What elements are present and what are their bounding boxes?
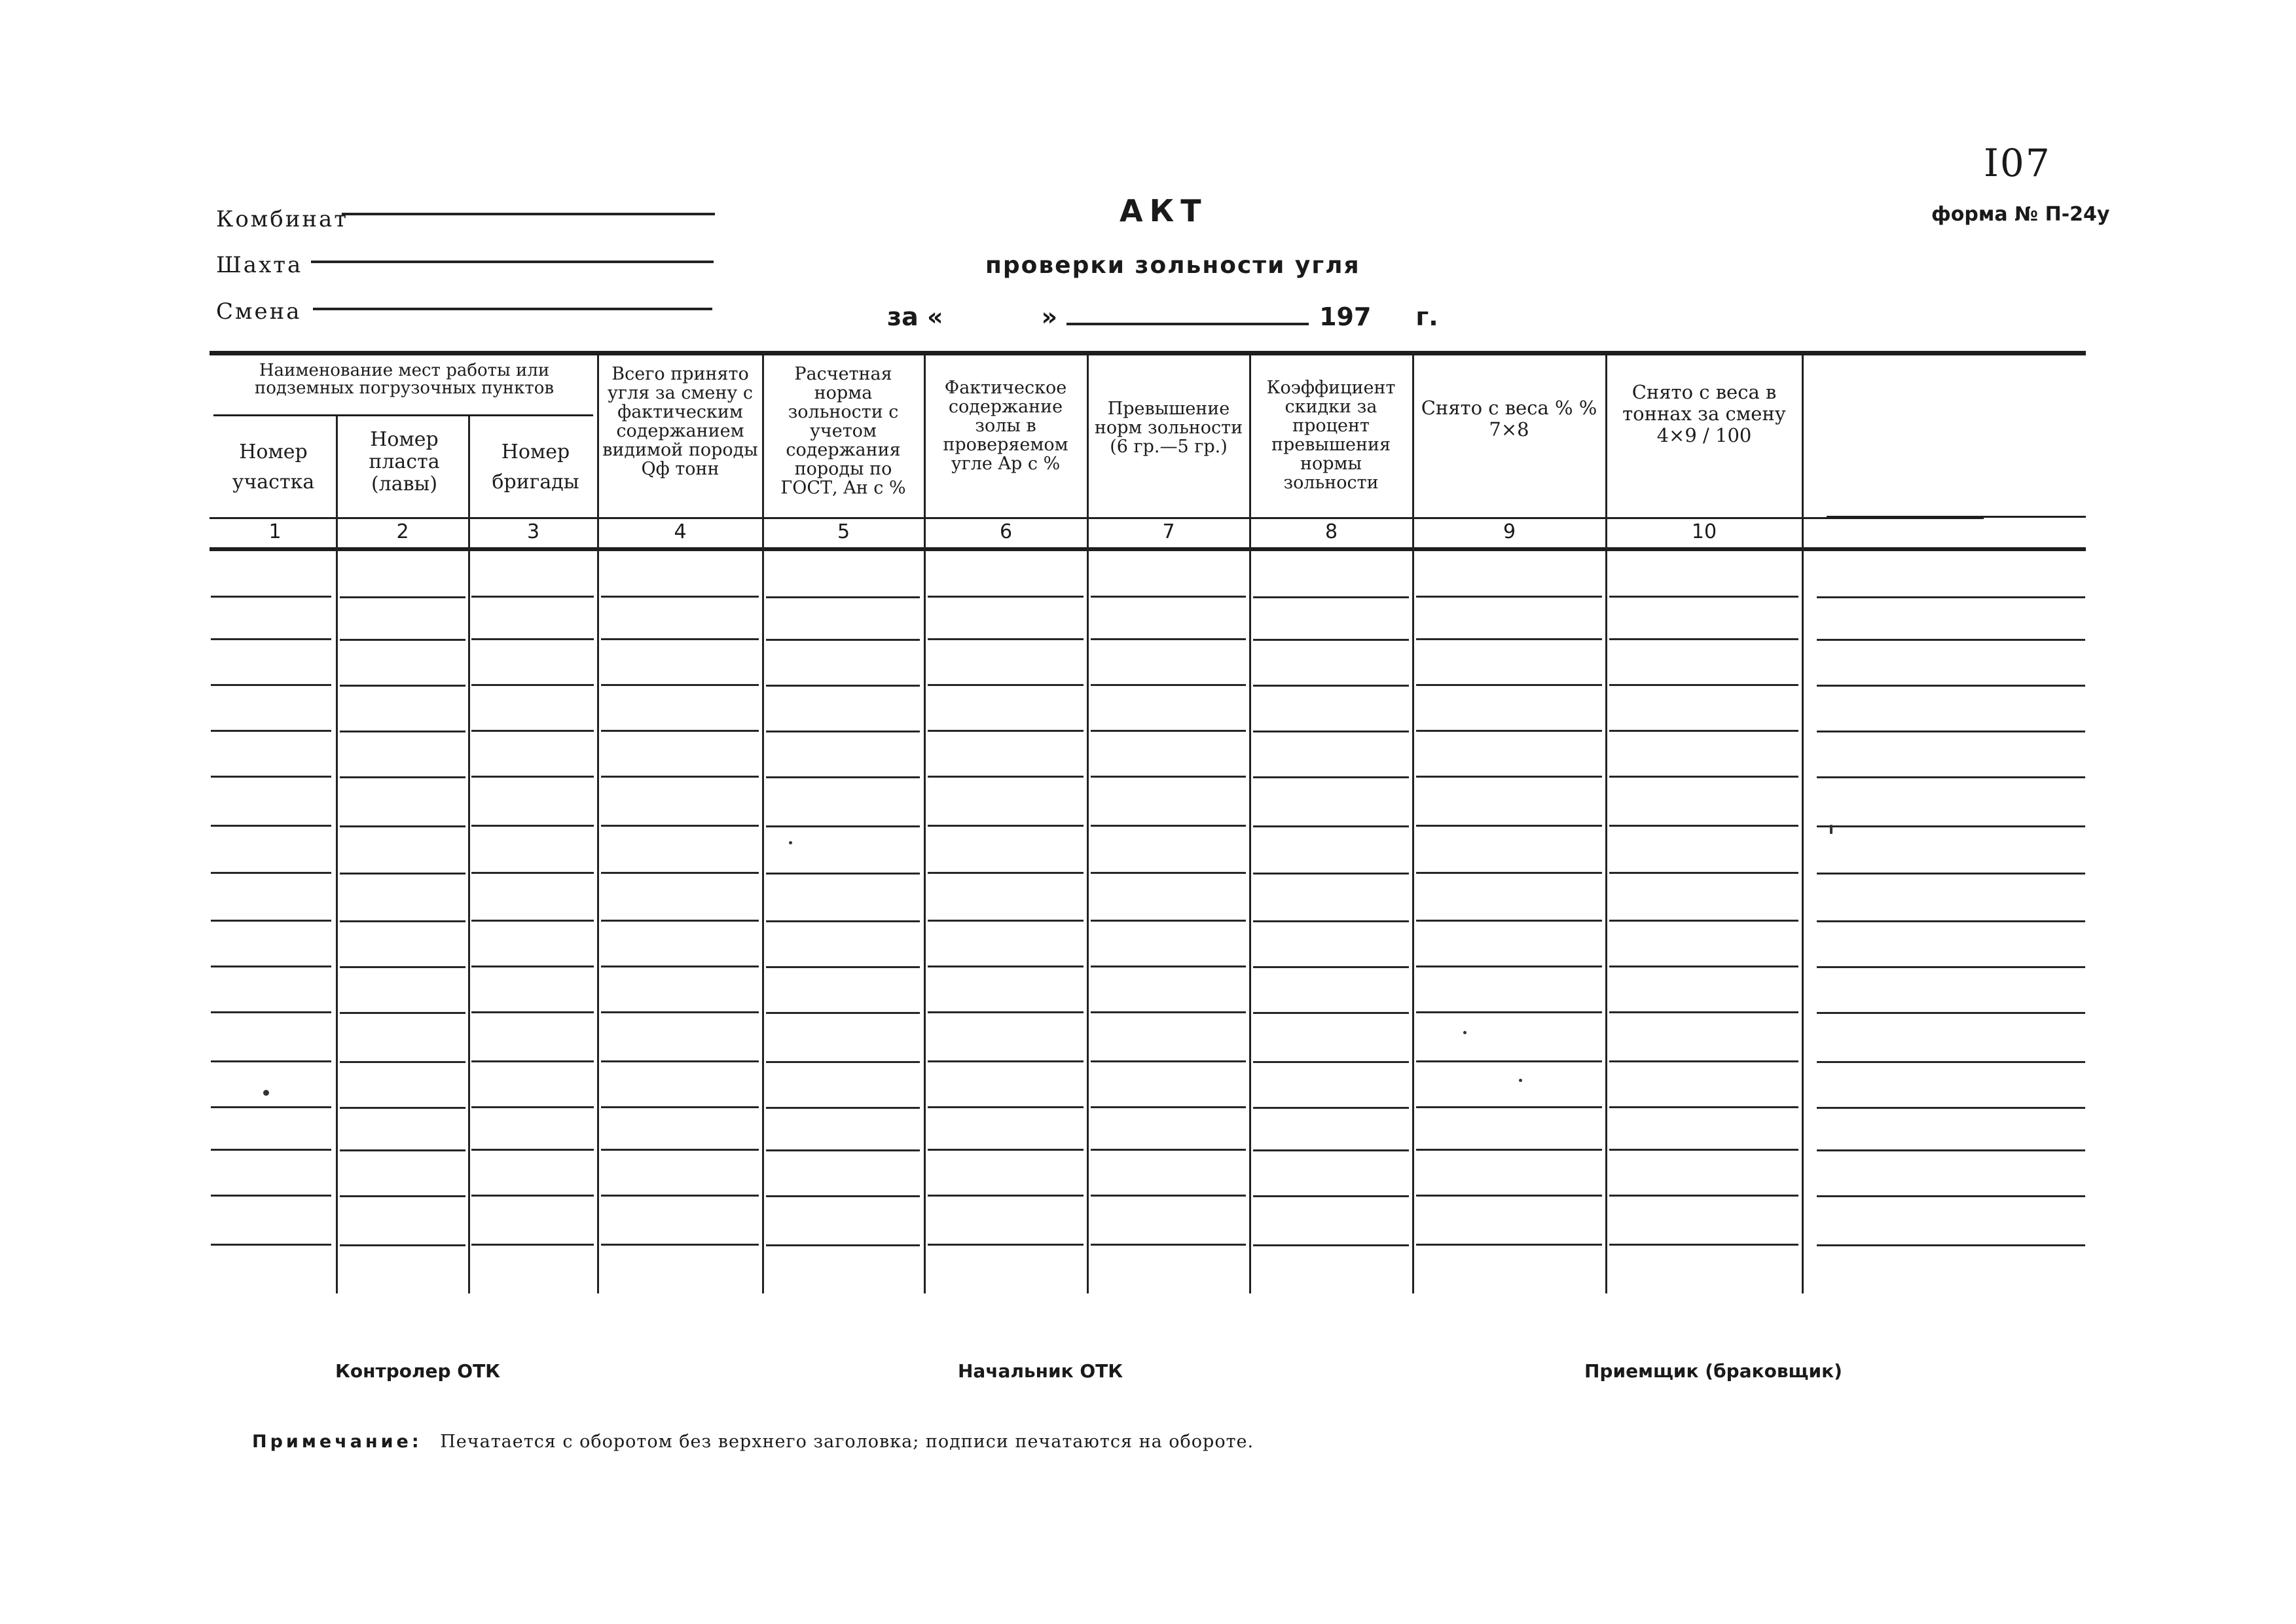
table-row-line <box>601 872 759 874</box>
table-row-line <box>928 1244 1084 1246</box>
table-row-line <box>1091 1011 1246 1013</box>
table-row-line <box>1817 731 2085 732</box>
header-col-9: Снято с веса % % 7×8 <box>1421 397 1597 441</box>
col-number-8: 8 <box>1324 520 1338 543</box>
table-row-line <box>928 776 1084 778</box>
field-kombinat-line[interactable] <box>342 213 715 215</box>
extra-column-rule <box>1827 516 2086 518</box>
table-row-line <box>1609 1011 1798 1013</box>
table-row-line <box>1091 730 1246 732</box>
table-row-line <box>1091 1195 1246 1197</box>
scan-speck <box>1519 1079 1522 1082</box>
field-smena-label: Смена <box>216 298 302 325</box>
table-row-line <box>471 730 594 732</box>
col-number-10: 10 <box>1691 520 1717 543</box>
table-row-line <box>928 596 1084 598</box>
table-row-line <box>471 1060 594 1062</box>
table-row-line <box>1817 639 2085 641</box>
table-row-line <box>211 1149 331 1151</box>
field-shakhta-label: Шахта <box>216 252 303 278</box>
table-row-line <box>1817 1061 2085 1063</box>
table-row-line <box>1091 638 1246 640</box>
table-row-line <box>1416 684 1602 686</box>
table-row-line <box>1609 1195 1798 1197</box>
table-row-line <box>1091 776 1246 778</box>
table-row-line <box>1817 596 2085 598</box>
table-row-line <box>601 1149 759 1151</box>
table-row-line <box>1416 596 1602 598</box>
table-row-line <box>211 1011 331 1013</box>
table-row-line <box>1817 685 2085 687</box>
header-col-4: Всего принято угля за смену с фактическим содержанием видимой породы Qф тонн <box>602 364 758 479</box>
table-row-line <box>766 873 920 875</box>
date-close-quote: » <box>1041 302 1058 331</box>
table-row-line <box>1091 965 1246 967</box>
group-header: Наименование мест работы или подземных погрузочных пунктов <box>254 361 555 398</box>
header-col-1: Номер участка <box>232 441 315 494</box>
table-row-line <box>1609 920 1798 922</box>
table-row-line <box>1416 1244 1602 1246</box>
table-row-line <box>766 1149 920 1151</box>
table-row-line <box>340 1244 465 1246</box>
column-number-top-rule <box>210 517 1984 519</box>
table-row-line <box>601 638 759 640</box>
table-row-line <box>211 730 331 732</box>
field-shakhta-line[interactable] <box>311 261 714 263</box>
table-row-line <box>1609 965 1798 967</box>
table-row-line <box>340 873 465 875</box>
table-row-line <box>471 872 594 874</box>
table-row-line <box>1253 920 1409 922</box>
table-row-line <box>1817 873 2085 875</box>
form-code: форма № П-24у <box>1931 203 2110 226</box>
table-row-line <box>1416 1149 1602 1151</box>
table-row-line <box>766 1195 920 1197</box>
table-header-bottom-rule <box>210 547 2086 551</box>
table-row-line <box>1416 776 1602 778</box>
table-row-line <box>340 776 465 778</box>
table-row-line <box>1253 685 1409 687</box>
table-row-line <box>766 1012 920 1014</box>
table-row-line <box>1253 873 1409 875</box>
table-row-line <box>928 825 1084 827</box>
col-number-3: 3 <box>526 520 540 543</box>
col-divider-3 <box>597 355 599 1293</box>
table-row-line <box>766 776 920 778</box>
table-row-line <box>1817 966 2085 968</box>
table-row-line <box>1091 1106 1246 1108</box>
table-row-line <box>1253 1195 1409 1197</box>
table-row-line <box>1091 596 1246 598</box>
table-row-line <box>340 596 465 598</box>
table-row-line <box>1609 684 1798 686</box>
scan-speck <box>1463 1031 1467 1034</box>
table-row-line <box>601 730 759 732</box>
table-row-line <box>1609 776 1798 778</box>
table-row-line <box>340 966 465 968</box>
table-row-line <box>1091 920 1246 922</box>
table-row-line <box>340 731 465 732</box>
table-row-line <box>471 920 594 922</box>
table-top-rule <box>210 351 2086 355</box>
table-row-line <box>340 1149 465 1151</box>
table-row-line <box>1091 825 1246 827</box>
table-row-line <box>766 1061 920 1063</box>
table-row-line <box>211 965 331 967</box>
scan-speck <box>1830 825 1832 834</box>
table-row-line <box>340 685 465 687</box>
table-row-line <box>1416 1195 1602 1197</box>
table-row-line <box>1609 1060 1798 1062</box>
field-smena-line[interactable] <box>313 308 712 310</box>
col-divider-6 <box>1087 355 1089 1293</box>
table-row-line <box>766 731 920 732</box>
table-row-line <box>471 684 594 686</box>
table-row-line <box>1609 1106 1798 1108</box>
col-divider-7 <box>1249 355 1251 1293</box>
table-row-line <box>1416 965 1602 967</box>
col-number-2: 2 <box>396 520 409 543</box>
table-row-line <box>766 920 920 922</box>
table-row-line <box>1416 872 1602 874</box>
header-col-6: Фактическое содержание золы в проверяемом угле Aр с % <box>943 378 1068 474</box>
table-row-line <box>1253 1149 1409 1151</box>
document-subtitle: проверки зольности угля <box>985 252 1360 279</box>
table-row-line <box>601 1244 759 1246</box>
table-row-line <box>1817 1107 2085 1109</box>
date-prefix: за « <box>887 302 943 331</box>
table-row-line <box>340 1061 465 1063</box>
table-row-line <box>471 1106 594 1108</box>
table-row-line <box>928 1060 1084 1062</box>
table-row-line <box>1253 596 1409 598</box>
table-row-line <box>1253 1107 1409 1109</box>
table-row-line <box>211 684 331 686</box>
table-row-line <box>1817 920 2085 922</box>
table-row-line <box>766 825 920 827</box>
table-row-line <box>928 872 1084 874</box>
table-row-line <box>211 1195 331 1197</box>
group-header-underline <box>213 414 593 416</box>
table-row-line <box>928 730 1084 732</box>
table-row-line <box>340 825 465 827</box>
table-row-line <box>211 638 331 640</box>
scan-speck <box>263 1090 269 1096</box>
signature-controller: Контролер ОТК <box>335 1360 501 1382</box>
table-row-line <box>928 684 1084 686</box>
col-divider-9 <box>1605 355 1607 1293</box>
table-row-line <box>211 1244 331 1246</box>
table-row-line <box>1817 1195 2085 1197</box>
table-row-line <box>1091 1244 1246 1246</box>
table-row-line <box>766 639 920 641</box>
table-row-line <box>471 1149 594 1151</box>
table-row-line <box>1609 638 1798 640</box>
table-row-line <box>1416 1106 1602 1108</box>
table-row-line <box>471 776 594 778</box>
table-row-line <box>928 1011 1084 1013</box>
table-row-line <box>211 872 331 874</box>
table-row-line <box>601 965 759 967</box>
header-col-3: Номер бригады <box>492 441 579 494</box>
table-row-line <box>1253 1012 1409 1014</box>
col-number-5: 5 <box>837 520 850 543</box>
table-row-line <box>1817 825 2085 827</box>
header-col-2: Номер пласта (лавы) <box>369 428 440 496</box>
table-row-line <box>1817 1149 2085 1151</box>
table-row-line <box>928 1149 1084 1151</box>
col-divider-10 <box>1802 355 1804 1293</box>
table-row-line <box>601 1106 759 1108</box>
table-row-line <box>1253 776 1409 778</box>
header-col-5: Расчетная норма зольности с учетом содержания породы по ГОСТ, Aн с % <box>780 364 906 498</box>
table-row-line <box>601 684 759 686</box>
table-row-line <box>1817 1012 2085 1014</box>
table-row-line <box>1609 1244 1798 1246</box>
table-row-line <box>1091 1060 1246 1062</box>
table-row-line <box>928 638 1084 640</box>
table-row-line <box>1817 1244 2085 1246</box>
table-row-line <box>1416 730 1602 732</box>
table-row-line <box>1253 1244 1409 1246</box>
table-row-line <box>471 1244 594 1246</box>
table-row-line <box>601 825 759 827</box>
table-row-line <box>766 1244 920 1246</box>
table-row-line <box>1091 872 1246 874</box>
table-row-line <box>1609 825 1798 827</box>
signature-receiver: Приемщик (браковщик) <box>1584 1360 1842 1382</box>
table-row-line <box>1091 1149 1246 1151</box>
table-row-line <box>1609 1149 1798 1151</box>
col-number-1: 1 <box>268 520 282 543</box>
table-row-line <box>928 1106 1084 1108</box>
table-row-line <box>340 1107 465 1109</box>
table-row-line <box>471 638 594 640</box>
table-row-line <box>471 965 594 967</box>
table-row-line <box>1817 776 2085 778</box>
scan-speck <box>789 841 792 844</box>
table-row-line <box>928 920 1084 922</box>
table-row-line <box>211 825 331 827</box>
col-divider-2 <box>468 416 470 1293</box>
date-year: 197 <box>1319 302 1372 331</box>
table-row-line <box>1416 638 1602 640</box>
table-row-line <box>601 776 759 778</box>
table-row-line <box>766 966 920 968</box>
table-row-line <box>340 1195 465 1197</box>
table-row-line <box>211 596 331 598</box>
table-row-line <box>1253 639 1409 641</box>
table-row-line <box>471 596 594 598</box>
date-line <box>887 302 1438 331</box>
table-row-line <box>1416 1060 1602 1062</box>
table-row-line <box>211 1106 331 1108</box>
table-row-line <box>601 920 759 922</box>
date-suffix: г. <box>1415 302 1438 331</box>
col-number-6: 6 <box>999 520 1013 543</box>
header-col-7: Превышение норм зольности (6 гр.—5 гр.) <box>1094 399 1243 457</box>
col-number-4: 4 <box>674 520 687 543</box>
table-row-line <box>1609 872 1798 874</box>
col-divider-4 <box>762 355 764 1293</box>
table-row-line <box>340 639 465 641</box>
table-row-line <box>766 1107 920 1109</box>
table-row-line <box>1416 825 1602 827</box>
table-row-line <box>766 685 920 687</box>
table-row-line <box>928 1195 1084 1197</box>
table-row-line <box>471 1011 594 1013</box>
signature-head: Начальник ОТК <box>958 1360 1123 1382</box>
table-row-line <box>1609 596 1798 598</box>
table-row-line <box>601 596 759 598</box>
col-number-9: 9 <box>1503 520 1516 543</box>
table-row-line <box>601 1011 759 1013</box>
page-number: I07 <box>1984 141 2051 185</box>
table-row-line <box>211 920 331 922</box>
table-row-line <box>1253 731 1409 732</box>
header-col-8: Коэффициент скидки за процент превышения нормы зольности <box>1266 378 1396 493</box>
col-divider-8 <box>1412 355 1414 1293</box>
date-month-blank[interactable] <box>1066 303 1309 325</box>
table-row-line <box>1091 684 1246 686</box>
footnote-lead: Примечание: <box>252 1432 422 1452</box>
table-row-line <box>1416 1011 1602 1013</box>
footnote <box>252 1432 1254 1452</box>
table-row-line <box>1609 730 1798 732</box>
table-row-line <box>1253 966 1409 968</box>
document-title: АКТ <box>1120 193 1208 228</box>
table-row-line <box>1253 825 1409 827</box>
table-row-line <box>471 1195 594 1197</box>
col-number-7: 7 <box>1162 520 1175 543</box>
footnote-text: Печатается с оборотом без верхнего заголовка; подписи печатаются на обороте. <box>440 1432 1254 1452</box>
table-row-line <box>211 776 331 778</box>
table-row-line <box>766 596 920 598</box>
table-row-line <box>471 825 594 827</box>
field-kombinat-label: Комбинат <box>216 206 349 232</box>
table-row-line <box>340 1012 465 1014</box>
table-row-line <box>601 1060 759 1062</box>
col-divider-1 <box>336 416 338 1293</box>
table-row-line <box>1416 920 1602 922</box>
table-row-line <box>928 965 1084 967</box>
col-divider-5 <box>924 355 926 1293</box>
table-row-line <box>1253 1061 1409 1063</box>
table-row-line <box>211 1060 331 1062</box>
header-col-10: Снято с веса в тоннах за смену 4×9 / 100 <box>1622 381 1786 446</box>
table-row-line <box>601 1195 759 1197</box>
table-row-line <box>340 920 465 922</box>
